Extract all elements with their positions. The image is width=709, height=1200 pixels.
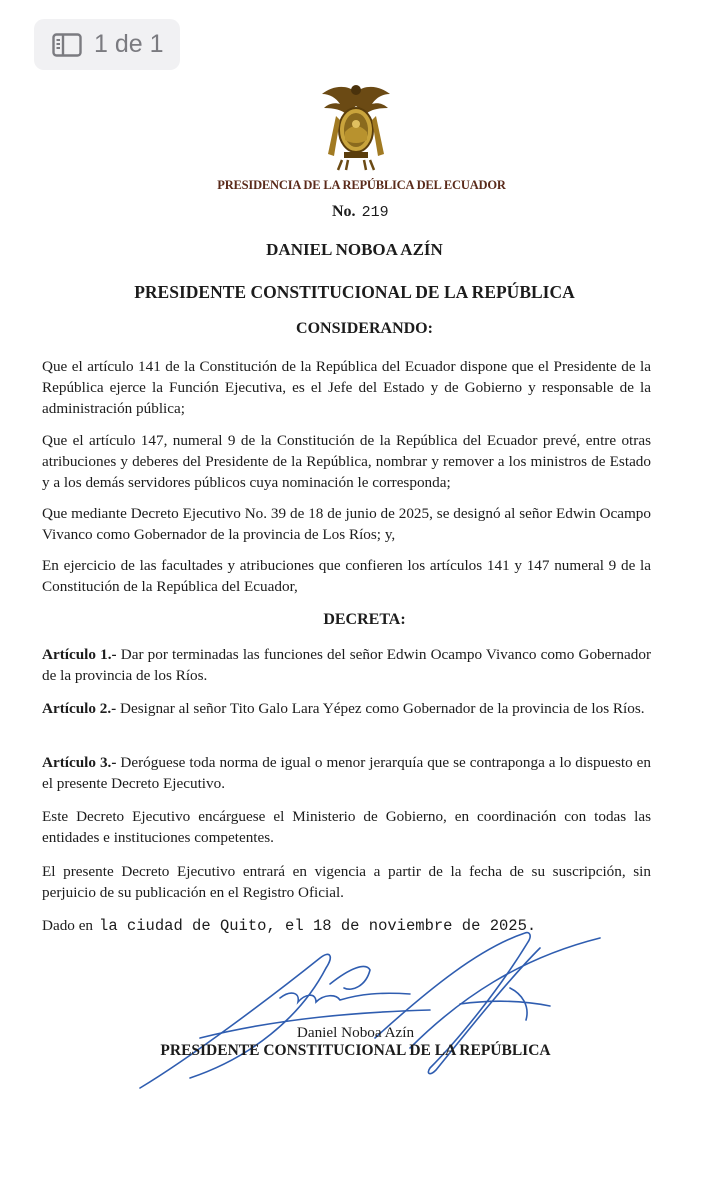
article-1-label: Artículo 1.-	[42, 646, 117, 663]
page-indicator[interactable]	[34, 19, 180, 70]
given-label: Dado en	[42, 917, 94, 934]
closing-1: Este Decreto Ejecutivo encárguese el Ministerio de Gobierno, en coordinación con todas las entidades e instituciones competentes.	[42, 808, 651, 846]
decree-number-label: No.	[332, 203, 356, 220]
article-2-label: Artículo 2.-	[42, 700, 117, 717]
decree-heading: DECRETA:	[323, 611, 406, 628]
handwritten-signature	[130, 928, 610, 1098]
article-2	[42, 698, 651, 719]
signer-title: PRESIDENTE CONSTITUCIONAL DE LA REPÚBLICA	[160, 1042, 551, 1059]
page-indicator-label: 1 de 1	[94, 30, 164, 58]
decree-number	[332, 203, 389, 221]
president-title: PRESIDENTE CONSTITUCIONAL DE LA REPÚBLICA	[134, 282, 575, 302]
article-1	[42, 644, 651, 686]
considering-heading: CONSIDERANDO:	[296, 320, 433, 337]
article-3-label: Artículo 3.-	[42, 754, 117, 771]
president-name: DANIEL NOBOA AZÍN	[266, 240, 443, 259]
article-1-text: Dar por terminadas las funciones del señor Edwin Ocampo Vivanco como Gobernador de la provincia de los Ríos.	[42, 646, 652, 684]
coat-of-arms-icon	[318, 80, 394, 172]
consideration-2: Que el artículo 147, numeral 9 de la Constitución de la República del Ecuador prevé, entre otras atribuciones y deberes del Presidente de la República, nombrar y remover a los ministros de Estado y a los demás servidores públicos cuya nominación le corresponda;	[42, 432, 651, 491]
consideration-3: Que mediante Decreto Ejecutivo No. 39 de 18 de junio de 2025, se designó al señor Edwin Ocampo Vivanco como Gobernador de la provincia de Los Ríos; y,	[42, 505, 651, 543]
decree-number-value: 219	[361, 204, 389, 221]
article-2-text: Designar al señor Tito Galo Lara Yépez como Gobernador de la provincia de los Ríos.	[120, 700, 645, 717]
book-icon	[52, 33, 82, 57]
closing-2: El presente Decreto Ejecutivo entrará en vigencia a partir de la fecha de su suscripción, sin perjuicio de su publicación en el Registro Oficial.	[42, 863, 651, 901]
given-place-date: la ciudad de Quito, el 18 de noviembre de 2025.	[99, 917, 537, 935]
consideration-4: En ejercicio de las facultades y atribuciones que confieren los artículos 141 y 147 numeral 9 de la Constitución de la República del Ecuador,	[42, 557, 651, 595]
article-3-text: Deróguese toda norma de igual o menor jerarquía que se contraponga a lo dispuesto en el presente Decreto Ejecutivo.	[42, 754, 652, 792]
organization-name: PRESIDENCIA DE LA REPÚBLICA DEL ECUADOR	[217, 178, 506, 192]
consideration-1: Que el artículo 141 de la Constitución de la República del Ecuador dispone que el Presidente de la República ejerce la Función Ejecutiva, es el Jefe del Estado y de Gobierno y responsable de la administración pública;	[42, 358, 651, 417]
signer-name: Daniel Noboa Azín	[296, 1024, 415, 1041]
article-3	[42, 752, 651, 794]
